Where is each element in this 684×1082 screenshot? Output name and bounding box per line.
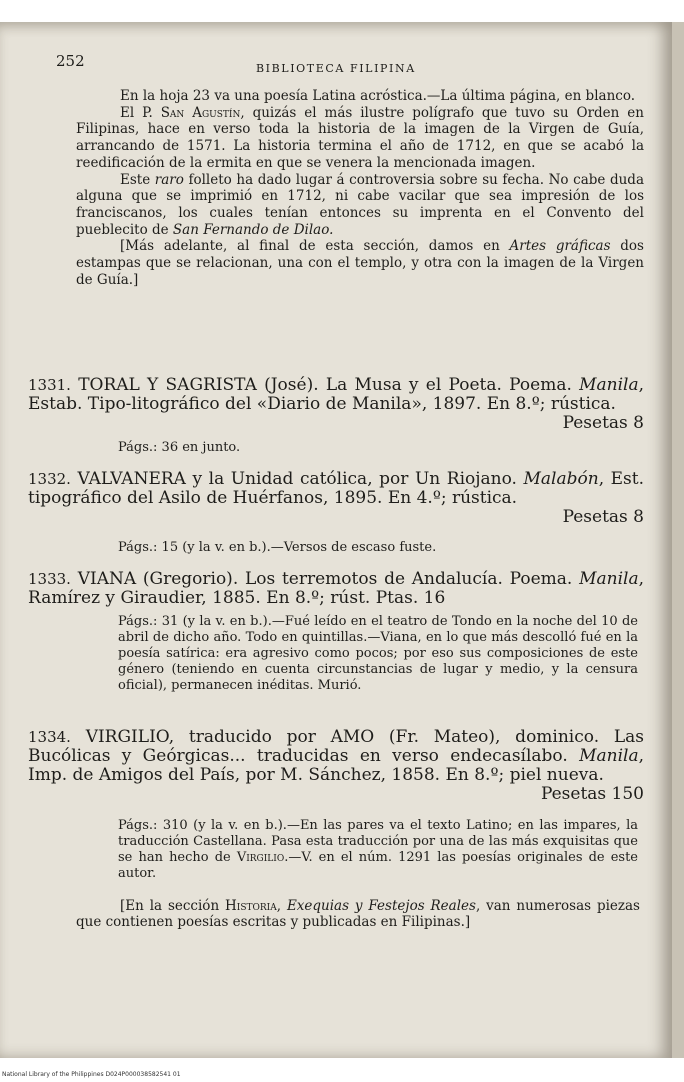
entry-1332-pags: Págs.: 15 (y la v. en b.).—Versos de escaso fuste. — [118, 540, 437, 555]
intro-p2: El P. San Agustín, quizás el más ilustre polígrafo que tuvo su Orden en Filipinas, hace en verso toda la historia de la imagen de la Virgen de Guía, arrancando de 1571. La historia termina el año de 1712, en que se acabó la reedificación de la ermita en que se venera la mencionada imagen. — [76, 104, 644, 171]
running-head: BIBLIOTECA FILIPINA — [256, 62, 416, 75]
intro-notes — [76, 88, 644, 288]
scan-footer: National Library of the Philippines D024P000038582541 01 — [2, 1071, 181, 1078]
scan-top-margin — [0, 0, 684, 22]
entry-price: Pesetas 150 — [540, 784, 644, 804]
entry-1334-pags: Págs.: 310 (y la v. en b.).—En las pares va el texto Latino; en las impares, la traducción Castellana. Pasa esta traducción por una de las más exquisitas que se han hecho de Virgilio.—V. en el núm. 1291 las poesías originales de este autor. — [118, 818, 638, 881]
entry-1333-pags: Págs.: 31 (y la v. en b.).—Fué leído en el teatro de Tondo en la noche del 10 de abril de dicho año. Todo en quintillas.—Viana, en lo que más descolló fué en la poesía satírica: era agresivo como pocos; por eso sus composiciones de este género (teniendo en cuenta circunstancias de lugar y medio, y la censura oficial), permanecen inéditas. Murió. — [118, 614, 638, 693]
entry-1334: 1334. VIRGILIO, traducido por AMO (Fr. Mateo), dominico. Las Bucólicas y Geórgicas... traducidas en verso endecasílabo. Manila, Imp. de Amigos del País, por M. Sánchez, 1858. En 8.º; piel nueva. Pesetas 150 — [28, 727, 644, 804]
entry-1333: 1333. VIANA (Gregorio). Los terremotos de Andalucía. Poema. Manila, Ramírez y Giraudier, 1885. En 8.º; rúst. Ptas. 16 — [28, 569, 644, 608]
intro-p4: [Más adelante, al final de esta sección, damos en Artes gráficas dos estampas que se relacionan, una con el templo, y otra con la imagen de la Virgen de Guía.] — [76, 238, 644, 288]
scan-bottom-margin — [0, 1058, 684, 1082]
entry-1332: 1332. VALVANERA y la Unidad católica, por Un Riojano. Malabón, Est. tipográfico del Asilo de Huérfanos, 1895. En 4.º; rústica. Pesetas 8 — [28, 469, 645, 527]
page-edge — [672, 22, 684, 1058]
entry-price: Pesetas 8 — [562, 413, 644, 433]
page-number: 252 — [56, 52, 85, 70]
entry-1331: 1331. TORAL Y SAGRISTA (José). La Musa y el Poeta. Poema. Manila, Estab. Tipo-litográfico del «Diario de Manila», 1897. En 8.º; rústica. Pesetas 8 — [28, 375, 644, 433]
entry-price: Pesetas 8 — [562, 507, 644, 527]
closing-note: [En la sección Historia, Exequias y Festejos Reales, van numerosas piezas que contienen poesías escritas y publicadas en Filipinas.] — [76, 898, 640, 931]
intro-p3: Este raro folleto ha dado lugar á controversia sobre su fecha. No cabe duda alguna que se imprimió en 1712, ni cabe vacilar que sea impresión de los franciscanos, los cuales tenían entonces su imprenta en el Convento del pueblecito de San Fernando de Dilao. — [76, 171, 644, 238]
entry-1331-pags: Págs.: 36 en junto. — [118, 440, 241, 455]
intro-p1: En la hoja 23 va una poesía Latina acróstica.—La última página, en blanco. — [120, 88, 636, 104]
